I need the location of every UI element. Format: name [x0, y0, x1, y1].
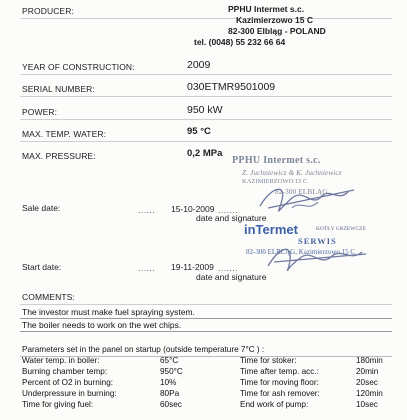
year-label: YEAR OF CONSTRUCTION:	[22, 62, 135, 72]
comments-label: COMMENTS:	[22, 292, 75, 302]
divider	[20, 119, 392, 120]
producer-tel: tel. (0048) 55 232 66 64	[194, 37, 286, 47]
param-name: Time for ash remover:	[240, 389, 320, 398]
sale-date-value: 15-10-2009	[171, 204, 215, 214]
param-value: 20sec	[356, 378, 378, 387]
max-pressure-label: MAX. PRESSURE:	[22, 151, 96, 161]
params-heading: Parameters set in the panel on startup (outside temperature 7°C ) :	[22, 345, 265, 354]
producer-street: Kazimierzowo 15 C	[236, 15, 313, 25]
divider	[20, 96, 392, 97]
stamp-address: KAZIMIERZOWO 15 C	[242, 178, 308, 185]
comment-line-1: The investor must make fuel spraying system.	[22, 307, 195, 317]
stamp-address: 82-300 ELBLĄG, Kazimierzowo 15 C	[246, 248, 356, 256]
param-name: End work of pump:	[240, 400, 309, 409]
serial-value: 030ETMR9501009	[187, 81, 276, 93]
param-value: 10%	[160, 378, 177, 387]
power-label: POWER:	[22, 107, 58, 117]
divider	[20, 141, 392, 142]
start-date-value: 19-11-2009	[171, 262, 214, 272]
param-name: Time for stoker:	[240, 356, 297, 365]
param-value: 950°C	[160, 367, 183, 376]
param-value: 65°C	[160, 356, 179, 365]
comment-line-2: The boiler needs to work on the wet chips.	[22, 320, 182, 330]
param-name: Burning chamber temp:	[22, 367, 108, 376]
stamp-tag: KOTŁY GRZEWCZE	[316, 226, 366, 232]
sale-date-caption: date and signature	[196, 213, 267, 223]
param-name: Time for moving floor:	[240, 378, 319, 387]
signature-1	[252, 178, 362, 218]
param-name: Time after temp. acc.:	[240, 367, 319, 376]
param-value: 180min	[356, 356, 383, 365]
stamp-city: 82-300 ELBLĄG	[275, 187, 328, 196]
producer-company: PPHU Intermet s.c.	[228, 4, 305, 14]
sale-date-line: .......	[218, 205, 239, 215]
stamp-logo: inTermet	[244, 222, 298, 237]
param-value: 10sec	[356, 400, 378, 409]
divider	[20, 304, 392, 305]
sale-date-line: ......	[138, 205, 156, 215]
param-value: 80Pa	[160, 389, 180, 398]
divider	[20, 318, 392, 319]
param-name: Water temp. in boiler:	[22, 356, 100, 365]
max-pressure-value: 0,2 MPa	[187, 148, 223, 159]
param-value: 20min	[356, 367, 379, 376]
signature-2	[262, 236, 372, 276]
power-value: 950 kW	[187, 104, 223, 116]
max-temp-value: 95 °C	[187, 126, 211, 137]
divider	[20, 74, 392, 75]
divider	[20, 18, 392, 19]
producer-label: PRODUCER:	[22, 6, 74, 16]
producer-city: 82-300 Elbląg - POLAND	[228, 26, 326, 36]
start-date-line: .......	[218, 263, 239, 273]
start-date-caption: date and signature	[196, 272, 267, 282]
param-name: Time for giving fuel:	[22, 400, 94, 409]
start-date-label: Start date:	[22, 262, 62, 272]
param-name: Underpressure in burning:	[22, 389, 117, 398]
sale-date-label: Sale date:	[22, 203, 61, 213]
divider	[20, 331, 392, 332]
stamp-company: PPHU Intermet s.c.	[232, 155, 321, 166]
max-temp-label: MAX. TEMP. WATER:	[22, 129, 107, 139]
year-value: 2009	[187, 59, 211, 71]
param-name: Percent of O2 in burning:	[22, 378, 114, 387]
param-value: 120min	[356, 389, 383, 398]
serial-label: SERIAL NUMBER:	[22, 84, 95, 94]
param-value: 60sec	[160, 400, 182, 409]
start-date-line: ......	[138, 263, 156, 273]
stamp-names: Z. Juchniewicz & K. Juchniewicz	[242, 168, 342, 177]
stamp-service: SERWIS	[298, 236, 337, 246]
